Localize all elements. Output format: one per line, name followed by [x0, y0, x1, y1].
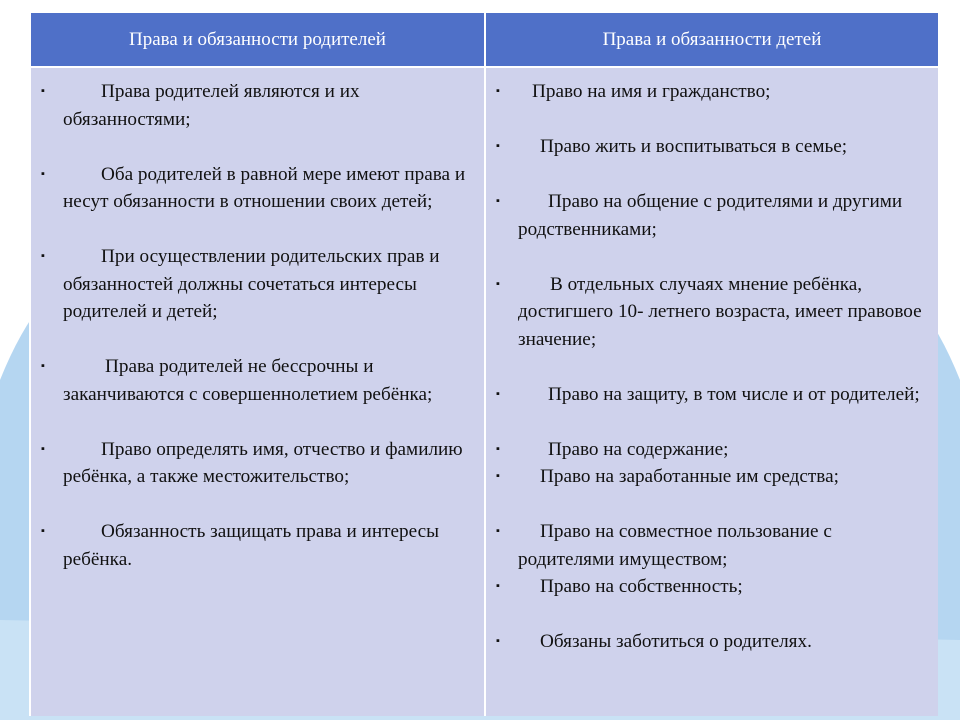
parents-list [41, 78, 476, 573]
children-item-text: Право на общение с родителями и другими родственниками; [518, 191, 903, 240]
square-bullet-icon: ▪ [496, 195, 500, 207]
list-item [496, 518, 930, 573]
table-header-row [30, 12, 938, 67]
parents-item-text: Обязанность защищать права и интересы ребёнка. [63, 521, 439, 570]
square-bullet-icon: ▪ [41, 442, 45, 455]
children-item-text: Право на содержание; [548, 438, 729, 460]
parents-item-text: Право определять имя, отчество и фамилию ребёнка, а также местожительство; [63, 438, 463, 487]
list-item [496, 628, 930, 656]
children-item-text: Обязаны заботиться о родителях. [540, 631, 812, 652]
header-parents: Права и обязанности родителей [30, 12, 485, 67]
table-row [30, 67, 938, 716]
list-item [496, 271, 930, 354]
list-item [41, 353, 476, 408]
square-bullet-icon: ▪ [496, 85, 500, 97]
list-item [496, 188, 930, 243]
square-bullet-icon: ▪ [41, 85, 45, 97]
rights-table [29, 11, 938, 716]
list-item [41, 436, 476, 491]
children-item-text: Право на заработанные им средства; [540, 466, 839, 487]
square-bullet-icon: ▪ [496, 525, 500, 537]
list-item [496, 436, 930, 464]
list-item [496, 573, 930, 601]
parents-item-text: Права родителей не бессрочны и заканчиваются с совершеннолетием ребёнка; [63, 356, 433, 405]
rights-table-container [29, 11, 938, 716]
square-bullet-icon: ▪ [496, 442, 500, 455]
square-bullet-icon: ▪ [41, 167, 45, 180]
list-item [496, 463, 930, 491]
square-bullet-icon: ▪ [41, 525, 45, 537]
square-bullet-icon: ▪ [41, 250, 45, 262]
children-item-text: Право жить и воспитываться в семье; [540, 136, 848, 157]
children-list [496, 78, 930, 656]
square-bullet-icon: ▪ [496, 387, 500, 400]
list-item [496, 78, 930, 106]
children-cell [485, 67, 938, 716]
square-bullet-icon: ▪ [496, 635, 500, 647]
parents-item-text: Права родителей являются и их обязанностями; [63, 81, 360, 130]
list-item [41, 243, 476, 326]
children-item-text: Право на совместное пользование с родителями имуществом; [518, 521, 832, 570]
square-bullet-icon: ▪ [41, 360, 45, 372]
square-bullet-icon: ▪ [496, 277, 500, 290]
square-bullet-icon: ▪ [496, 580, 500, 592]
children-item-text: Право на защиту, в том числе и от родителей; [548, 383, 920, 405]
parents-item-text: При осуществлении родительских прав и обязанностей должны сочетаться интересы родителей и детей; [63, 246, 440, 322]
list-item [41, 518, 476, 573]
square-bullet-icon: ▪ [496, 470, 500, 482]
children-item-text: Право на собственность; [540, 576, 743, 597]
list-item [41, 161, 476, 216]
list-item [496, 381, 930, 409]
children-item-text: Право на имя и гражданство; [532, 81, 771, 102]
parents-item-text: Оба родителей в равной мере имеют права и несут обязанности в отношении своих детей; [63, 163, 466, 212]
list-item [41, 78, 476, 133]
children-item-text: В отдельных случаях мнение ребёнка, достигшего 10- летнего возраста, имеет правовое значение; [518, 273, 922, 350]
list-item [496, 133, 930, 161]
parents-cell [30, 67, 485, 716]
square-bullet-icon: ▪ [496, 140, 500, 152]
header-children: Права и обязанности детей [485, 12, 938, 67]
